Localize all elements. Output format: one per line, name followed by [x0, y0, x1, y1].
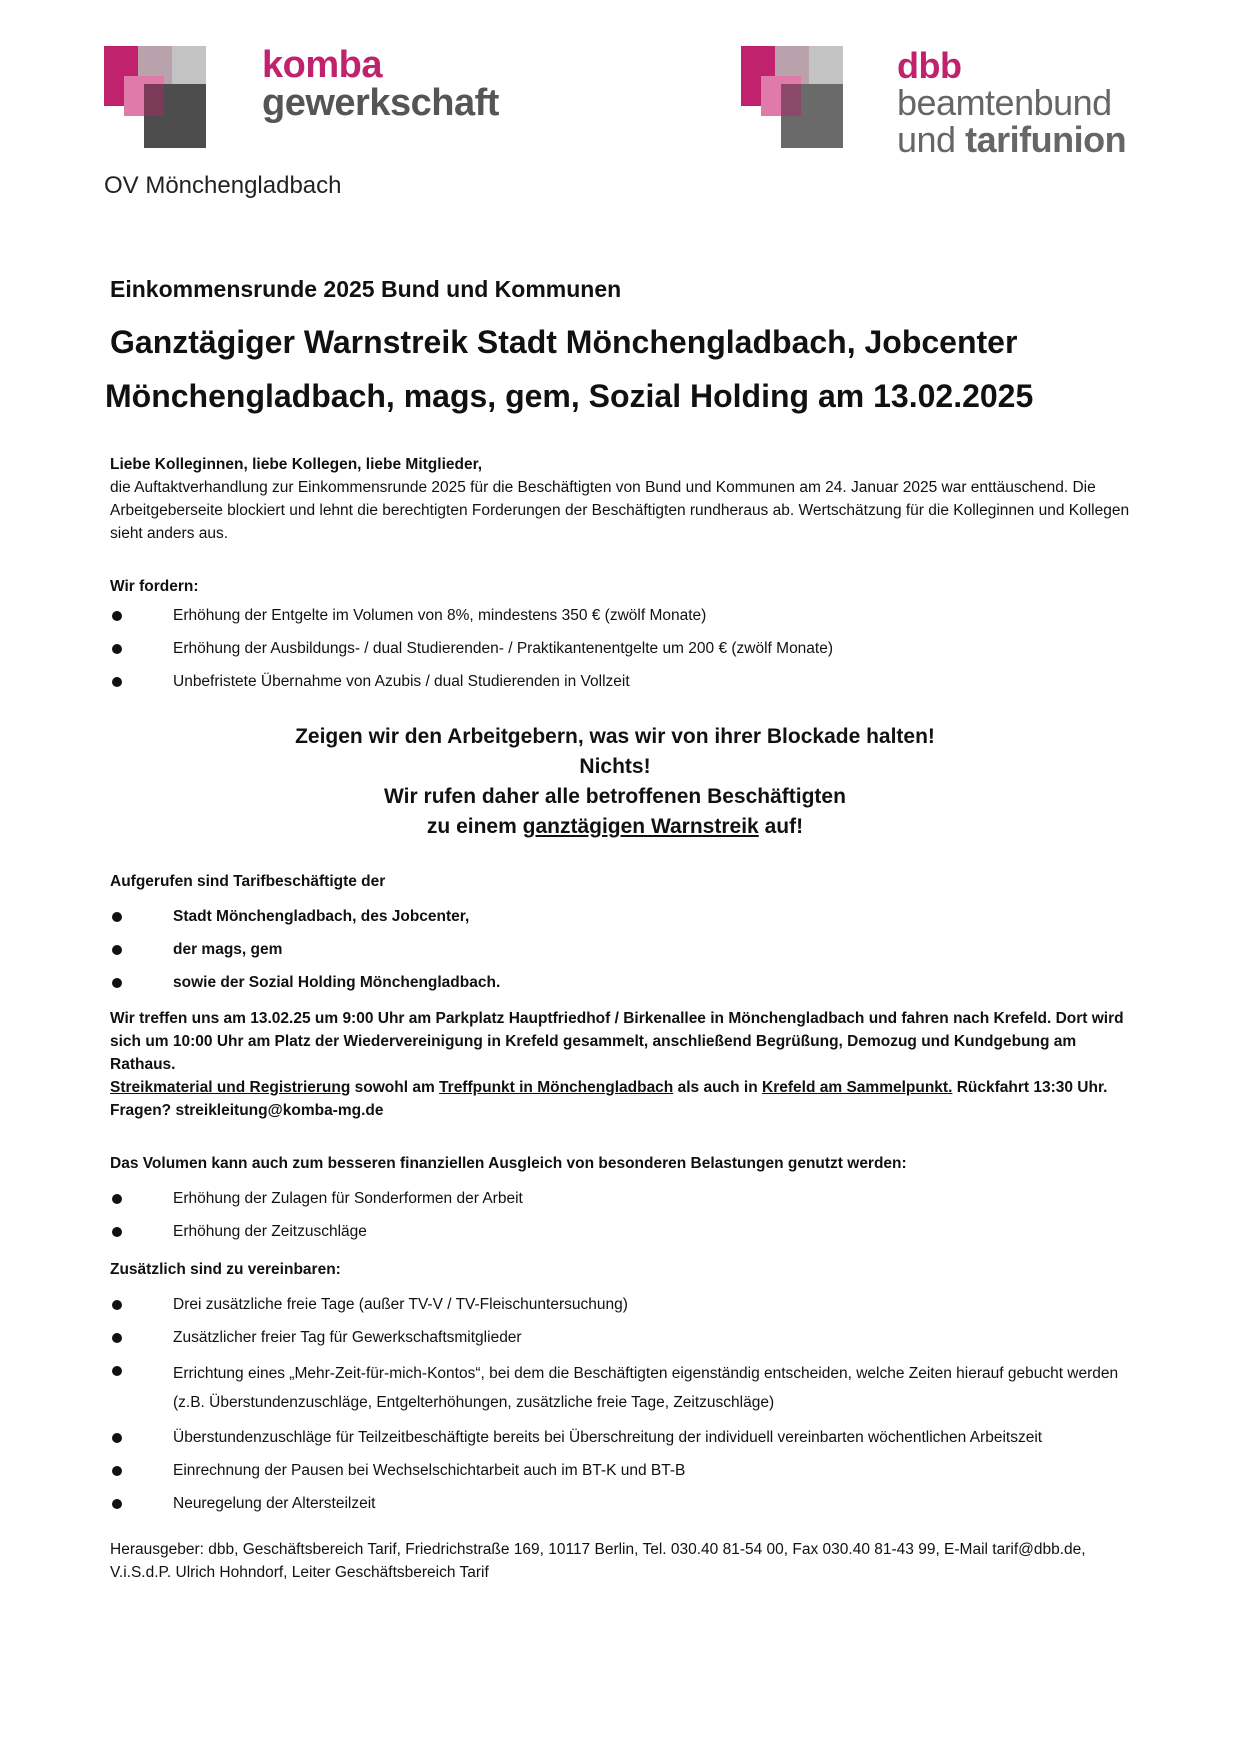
document-body [105, 276, 1140, 1584]
intro-section [110, 453, 1140, 545]
strike-call [90, 722, 1140, 842]
footer-imprint [110, 1538, 1140, 1584]
komba-logo-line1: komba [262, 44, 382, 86]
list-item: Drei zusätzliche freie Tage (außer TV-V / TV-Fleischuntersuchung) [110, 1293, 1140, 1317]
strike-call-line2: Nichts! [579, 755, 651, 778]
intro-greeting: Liebe Kolleginnen, liebe Kollegen, liebe Mitglieder, [110, 456, 483, 473]
volume-heading: Das Volumen kann auch zum besseren finanziellen Ausgleich von besonderen Belastungen genutzt werden: [110, 1155, 907, 1172]
meeting-both: sowohl am [354, 1079, 435, 1096]
document-kicker: Einkommensrunde 2025 Bund und Kommunen [110, 276, 622, 302]
strike-call-line4-post: auf! [764, 815, 804, 838]
called-list [110, 905, 1140, 995]
list-item: Erhöhung der Zeitzuschläge [110, 1220, 1140, 1244]
dbb-logo-line2: beamtenbund [897, 82, 1112, 123]
footer-line1: Herausgeber: dbb, Geschäftsbereich Tarif, Friedrichstraße 169, 10117 Berlin, Tel. 030.40 81-54 00, Fax 030.40 81-43 99, E-Mail tarif@dbb.de, [110, 1541, 1086, 1558]
meeting-section [110, 1007, 1140, 1122]
intro-text: die Auftaktverhandlung zur Einkommensrunde 2025 für die Beschäftigten von Bund und Kommunen am 24. Januar 2025 war enttäuschend. Die Arbeitgeberseite blockiert und lehnt die berechtigten Forderungen der Beschäftigten rundheraus ab. Wertschätzung für die Kolleginnen und Kollegen sieht anders aus. [110, 479, 1130, 542]
list-item: Überstundenzuschläge für Teilzeitbeschäftigte bereits bei Überschreitung der individuell vereinbarten wöchentlichen Arbeitszeit [110, 1426, 1140, 1450]
komba-logo-line2: gewerkschaft [262, 82, 499, 124]
meeting-material-line [110, 1076, 1140, 1099]
list-item: Erhöhung der Zulagen für Sonderformen der Arbeit [110, 1187, 1140, 1211]
strike-call-line1: Zeigen wir den Arbeitgebern, was wir von ihrer Blockade halten! [295, 725, 935, 748]
demands-heading: Wir fordern: [110, 578, 199, 595]
meeting-questions: Fragen? streikleitung@komba-mg.de [110, 1102, 384, 1119]
list-item: Errichtung eines „Mehr-Zeit-für-mich-Kontos“, bei dem die Beschäftigten eigenständig entscheiden, welche Zeiten hierauf gebucht werden (z.B. Überstundenzuschläge, Entgelterhöhungen, zusätzliche freie Tage, Zeitzuschläge) [110, 1359, 1140, 1417]
dbb-logo-text [897, 45, 1127, 160]
list-item: Erhöhung der Entgelte im Volumen von 8%, mindestens 350 € (zwölf Monate) [110, 604, 1140, 628]
meeting-return: Rückfahrt 13:30 Uhr. [956, 1079, 1108, 1096]
strike-call-highlight: ganztägigen Warnstreik [522, 815, 759, 838]
dbb-logo-line3 [897, 119, 1127, 160]
meeting-material: Streikmaterial und Registrierung [110, 1079, 351, 1096]
dbb-logo [741, 45, 1141, 160]
komba-logo-mark [104, 46, 206, 148]
additional-heading: Zusätzlich sind zu vereinbaren: [110, 1261, 341, 1278]
list-item: Neuregelung der Altersteilzeit [110, 1492, 1140, 1516]
footer-line2: V.i.S.d.P. Ulrich Hohndorf, Leiter Geschäftsbereich Tarif [110, 1564, 489, 1581]
list-item: der mags, gem [110, 938, 1140, 962]
list-item: Zusätzlicher freier Tag für Gewerkschaftsmitglieder [110, 1326, 1140, 1350]
list-item: Stadt Mönchengladbach, des Jobcenter, [110, 905, 1140, 929]
dbb-logo-line3-bold: tarifunion [965, 119, 1127, 160]
called-heading: Aufgerufen sind Tarifbeschäftigte der [110, 873, 386, 890]
dbb-logo-line1: dbb [897, 45, 962, 86]
dbb-logo-mark [741, 46, 843, 148]
document-title-line2: Mönchengladbach, mags, gem, Sozial Holding am 13.02.2025 [105, 378, 1034, 414]
list-item: sowie der Sozial Holding Mönchengladbach. [110, 971, 1140, 995]
additional-list [110, 1293, 1140, 1516]
strike-call-line4-pre: zu einem [426, 815, 517, 838]
list-item: Erhöhung der Ausbildungs- / dual Studierenden- / Praktikantenentgelte um 200 € (zwölf Monate) [110, 637, 1140, 661]
document-title-line1: Ganztägiger Warnstreik Stadt Mönchengladbach, Jobcenter [110, 324, 1018, 360]
meeting-point: Treffpunkt in Mönchengladbach [439, 1079, 674, 1096]
document-title [105, 315, 1140, 423]
meeting-krefeld: Krefeld am Sammelpunkt. [762, 1079, 953, 1096]
meeting-also: als auch in [677, 1079, 758, 1096]
meeting-text: Wir treffen uns am 13.02.25 um 9:00 Uhr am Parkplatz Hauptfriedhof / Birkenallee in Mönchengladbach und fahren nach Krefeld. Dort wird sich um 10:00 Uhr am Platz der Wiedervereinigung in Krefeld gesammelt, anschließend Begrüßung, Demozug und Kundgebung am Rathaus. [110, 1010, 1124, 1073]
demands-list [110, 604, 1140, 694]
strike-call-line4 [90, 812, 1140, 842]
volume-list [110, 1187, 1140, 1244]
komba-logo-text [262, 46, 499, 122]
dbb-logo-line3-light: und [897, 119, 956, 160]
strike-call-line3: Wir rufen daher alle betroffenen Beschäftigten [384, 785, 846, 808]
komba-logo [104, 46, 524, 150]
local-group-label: OV Mönchengladbach [104, 172, 342, 199]
list-item: Unbefristete Übernahme von Azubis / dual Studierenden in Vollzeit [110, 670, 1140, 694]
list-item: Einrechnung der Pausen bei Wechselschichtarbeit auch im BT-K und BT-B [110, 1459, 1140, 1483]
